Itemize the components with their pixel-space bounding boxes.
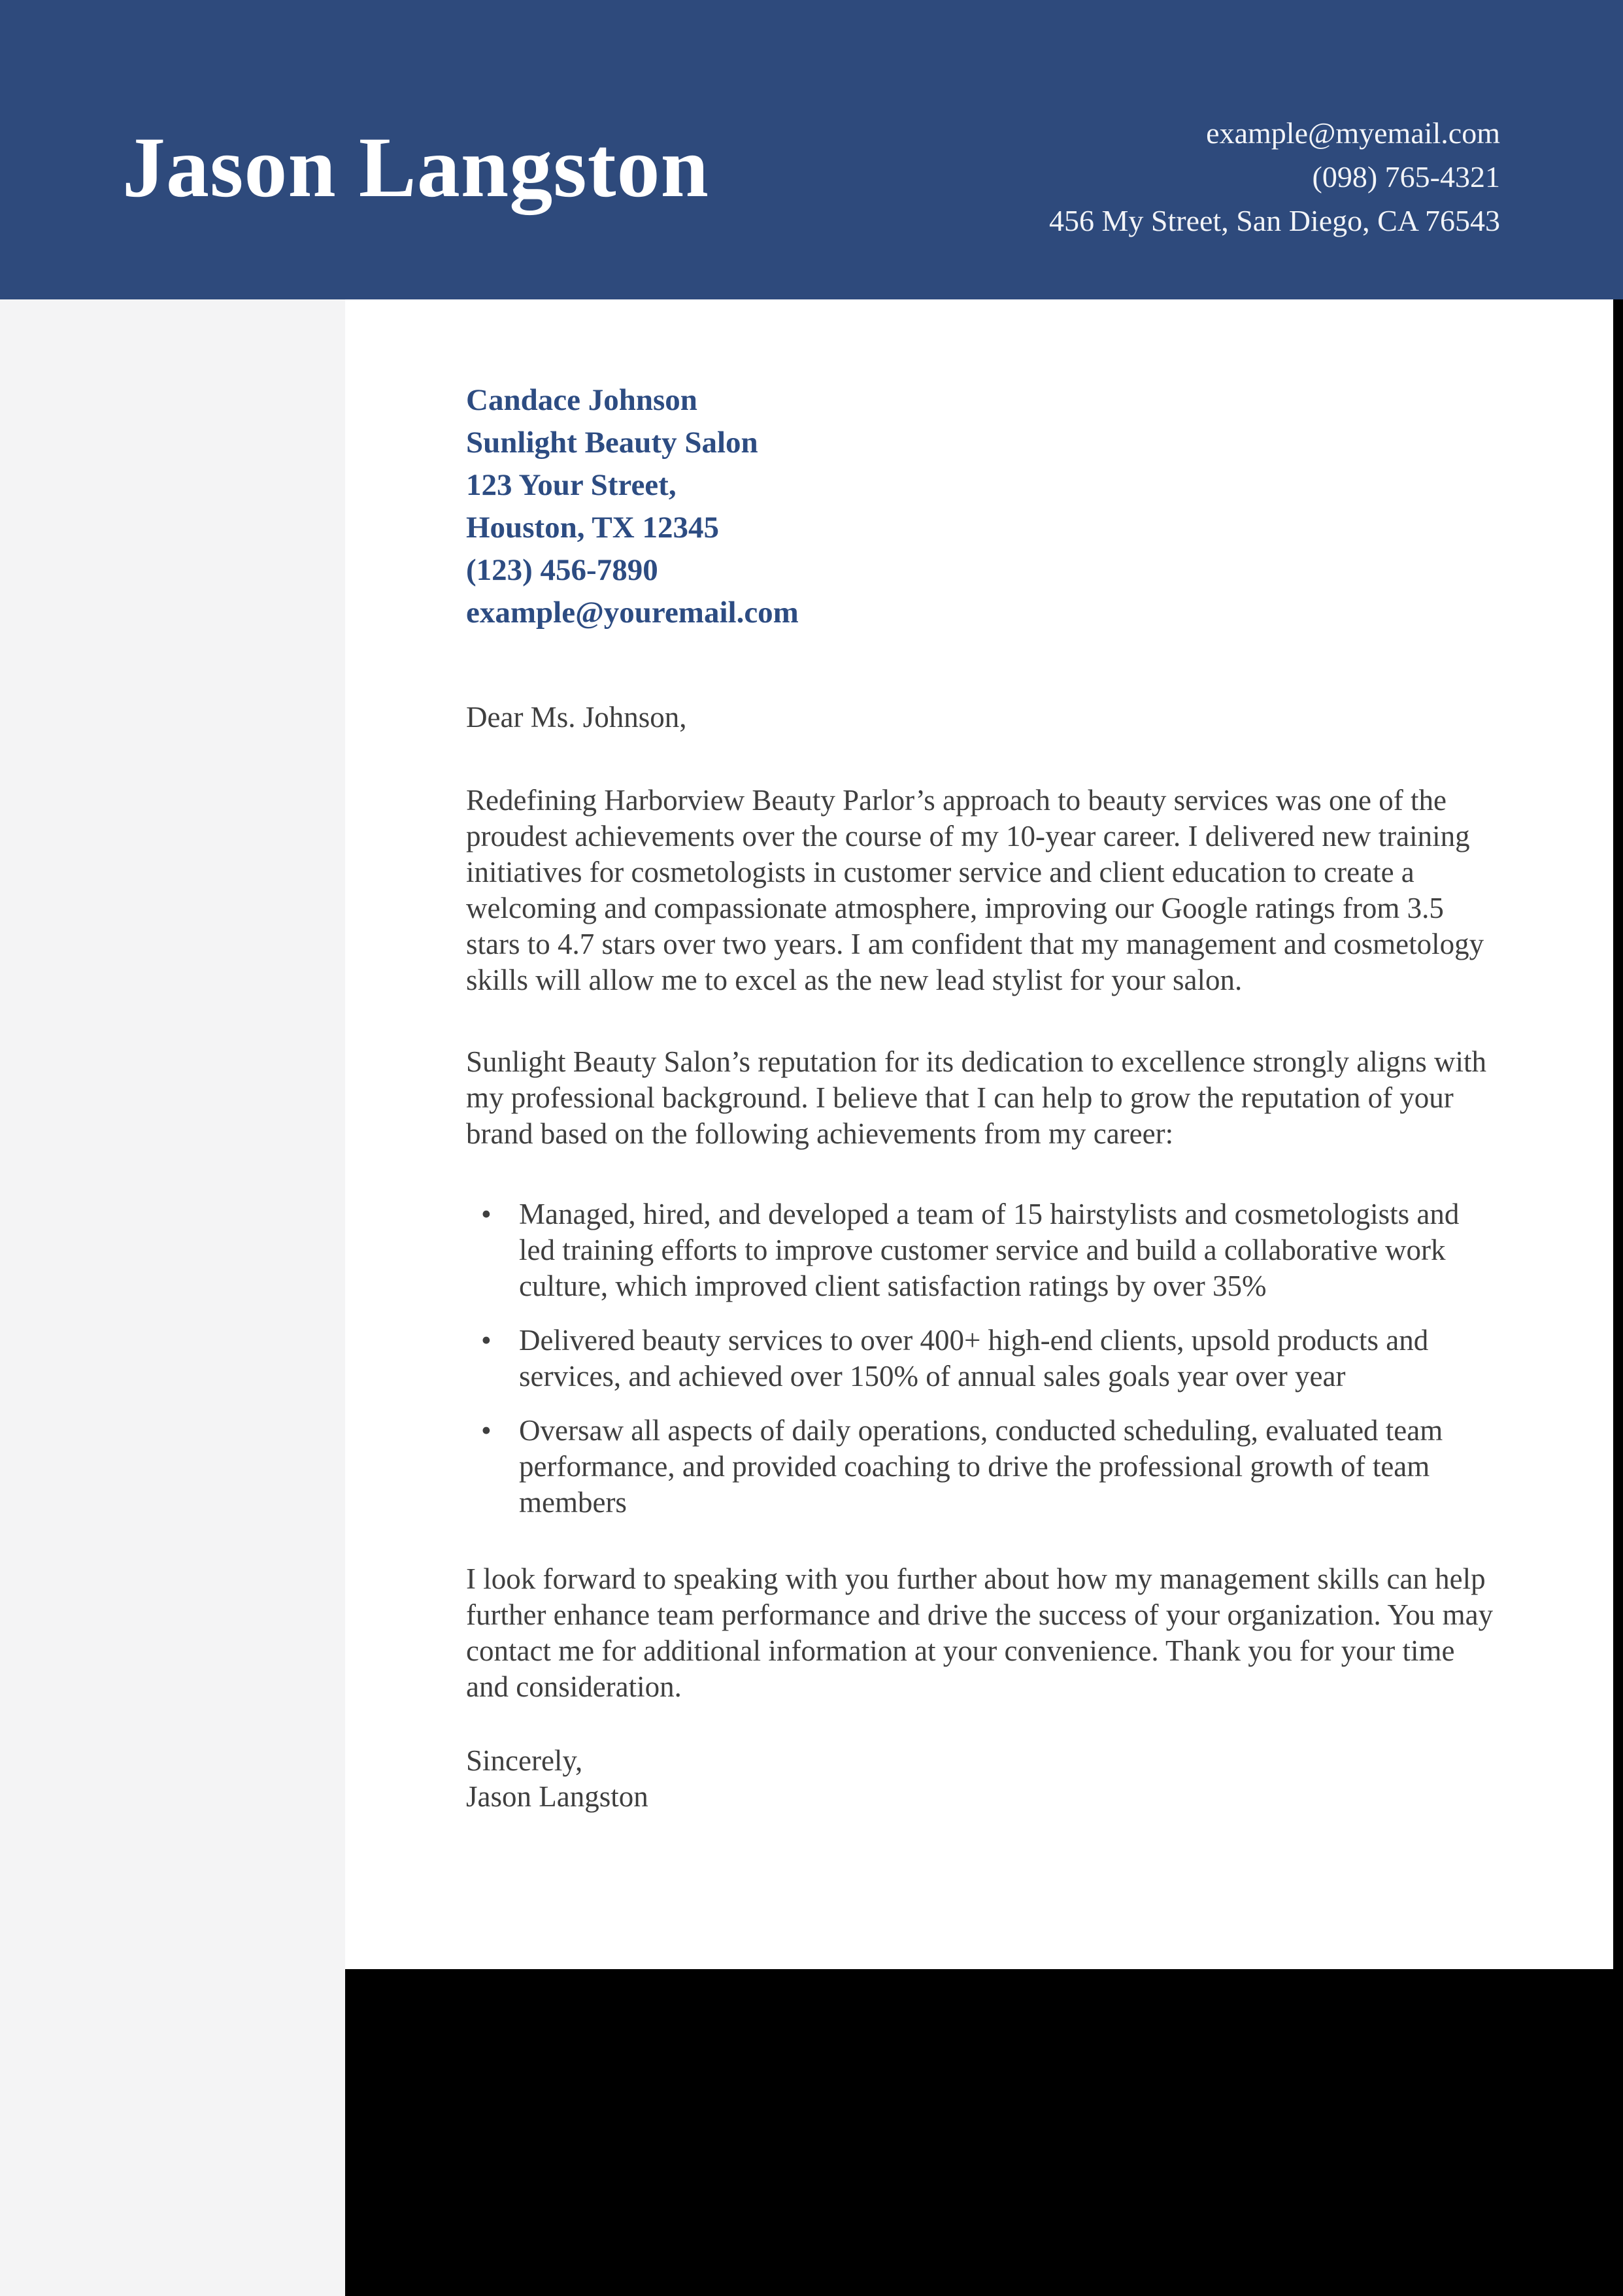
recipient-city: Houston, TX 12345 (466, 511, 719, 545)
paragraph-intro: Redefining Harborview Beauty Parlor’s approach to beauty services was one of the proudest achievements over the course of my 10-year career. I delivered new training initiatives for cosmetologists in customer service and client education to create a welcoming and compassionate atmosphere, improving our Google ratings from 3.5 stars to 4.7 stars over two years. I am confident that my management and cosmetology skills will allow me to excel as the new lead stylist for your salon. (466, 784, 1484, 996)
salutation: Dear Ms. Johnson, (466, 701, 687, 734)
letter-body (345, 299, 1613, 1969)
applicant-contact-block (1049, 111, 1500, 243)
applicant-address: 456 My Street, San Diego, CA 76543 (1049, 204, 1500, 237)
recipient-name: Candace Johnson (466, 383, 697, 417)
recipient-street: 123 Your Street, (466, 468, 677, 502)
applicant-name: Jason Langston (122, 119, 709, 215)
applicant-email: example@myemail.com (1206, 116, 1500, 150)
recipient-email: example@youremail.com (466, 596, 799, 630)
signoff-name: Jason Langston (466, 1780, 648, 1813)
achievement-item (519, 1413, 1500, 1521)
recipient-phone: (123) 456-7890 (466, 553, 658, 587)
left-sidebar (0, 299, 345, 2296)
achievement-item (519, 1323, 1500, 1394)
recipient-block (466, 379, 1500, 634)
achievement-list (466, 1196, 1500, 1521)
achievement-text: Oversaw all aspects of daily operations, conducted scheduling, evaluated team performance, and provided coaching to drive the professional growth of team members (519, 1414, 1443, 1519)
achievement-text: Managed, hired, and developed a team of 15 hairstylists and cosmetologists and led training efforts to improve customer service and build a collaborative work culture, which improved client satisfaction ratings by over 35% (519, 1198, 1460, 1302)
header-band (0, 0, 1623, 299)
applicant-phone: (098) 765-4321 (1312, 160, 1500, 194)
signoff-sincerely: Sincerely, (466, 1744, 583, 1777)
recipient-company: Sunlight Beauty Salon (466, 426, 758, 460)
paragraph-closing: I look forward to speaking with you further about how my management skills can help further enhance team performance and drive the success of your organization. You may contact me for additional information at your convenience. Thank you for your time and consideration. (466, 1562, 1494, 1703)
paragraph-alignment: Sunlight Beauty Salon’s reputation for its dedication to excellence strongly aligns with my professional background. I believe that I can help to grow the reputation of your brand based on the following achievements from my career: (466, 1045, 1486, 1150)
signoff-block (466, 1743, 1500, 1815)
achievement-item (519, 1196, 1500, 1304)
achievement-text: Delivered beauty services to over 400+ high-end clients, upsold products and services, and achieved over 150% of annual sales goals year over year (519, 1324, 1429, 1393)
